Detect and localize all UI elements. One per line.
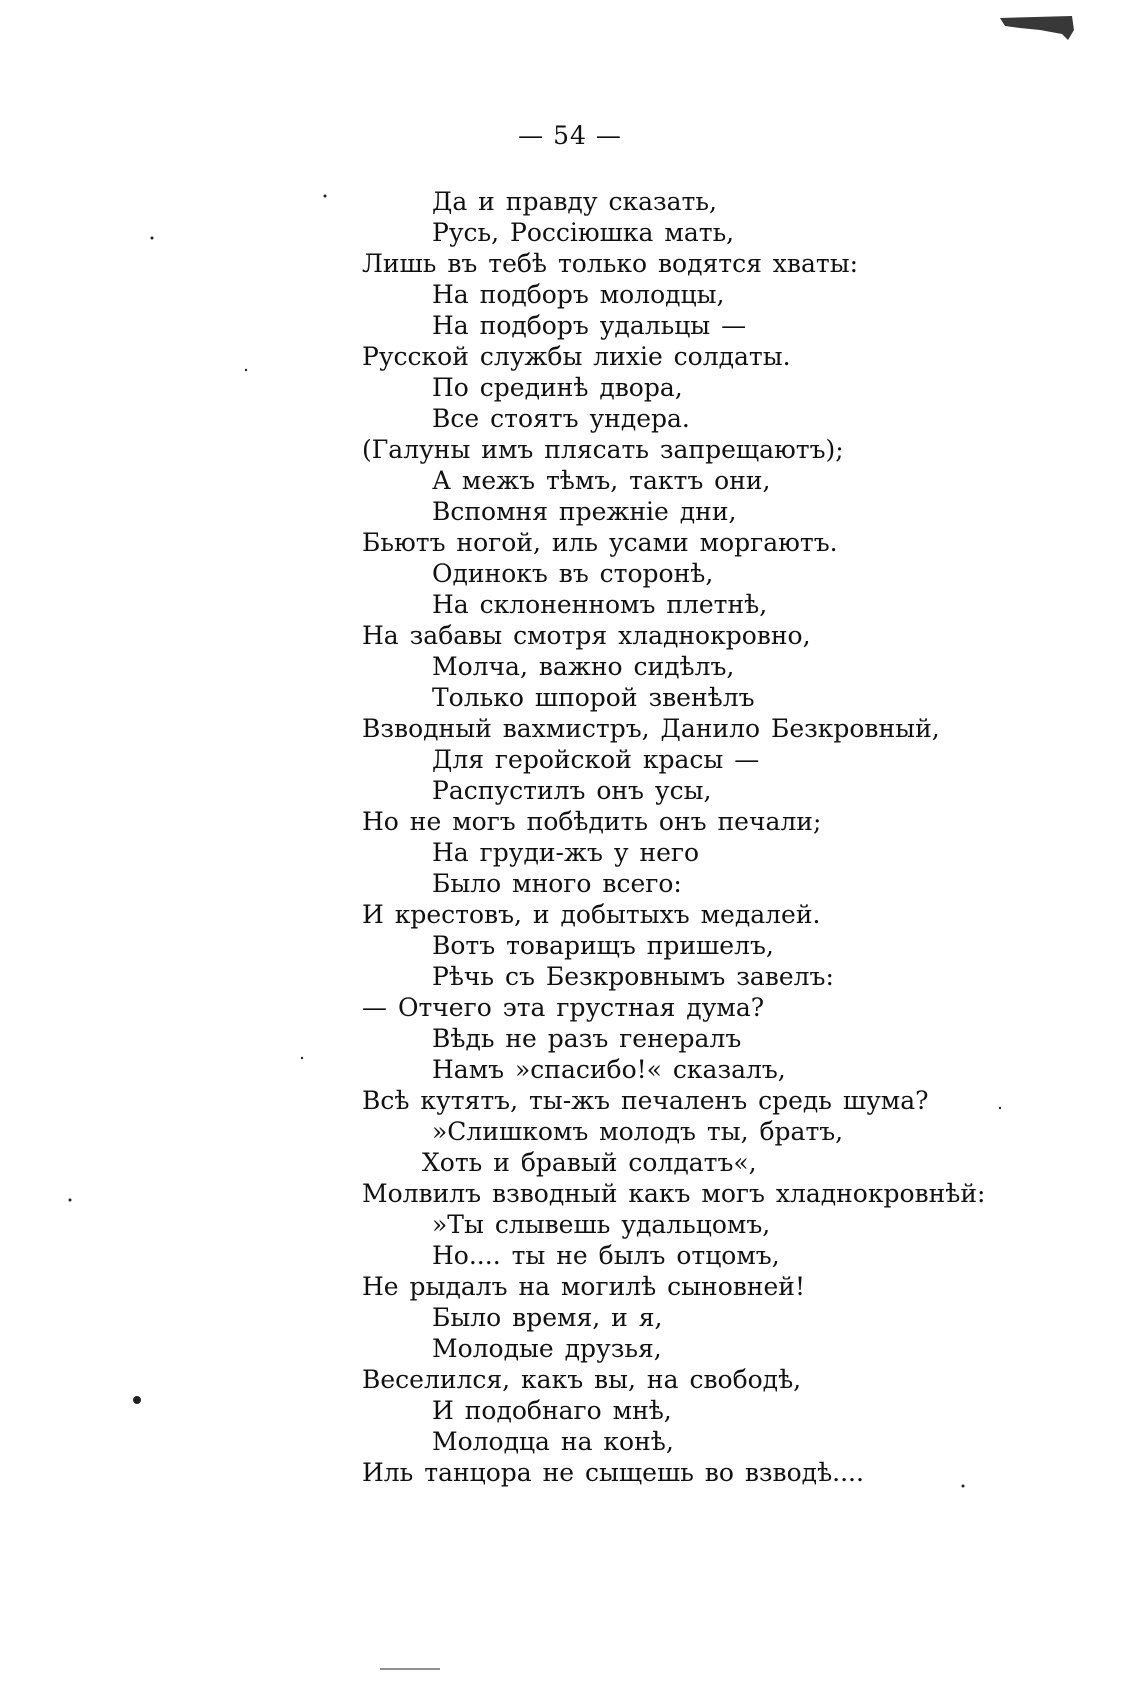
ink-speck xyxy=(69,1199,72,1202)
ink-speck xyxy=(301,1057,303,1059)
poem-line: Всѣ кутятъ, ты-жъ печаленъ средь шума? xyxy=(362,1086,929,1115)
poem-line: Рѣчь съ Безкровнымъ завелъ: xyxy=(432,962,834,991)
poem-line: Только шпорой звенѣлъ xyxy=(432,683,755,712)
poem-line: Для геройской красы — xyxy=(432,745,760,774)
poem-line: Веселился, какъ вы, на свободѣ, xyxy=(362,1365,802,1394)
poem-line: На груди-жъ у него xyxy=(432,838,700,867)
poem-line: На забавы смотря хладнокровно, xyxy=(362,621,811,650)
ink-speck xyxy=(133,1396,141,1404)
poem-line: Да и правду сказать, xyxy=(432,187,717,216)
poem-line: Молодца на конѣ, xyxy=(432,1427,674,1456)
poem-line: И подобнаго мнѣ, xyxy=(432,1396,672,1425)
poem-body xyxy=(362,186,985,1488)
page-number: — 54 — xyxy=(518,121,622,150)
poem-line: »Ты слывешь удальцомъ, xyxy=(432,1210,771,1239)
ink-speck xyxy=(324,195,327,198)
poem-line: Но.... ты не былъ отцомъ, xyxy=(432,1241,780,1270)
poem-line: Было много всего: xyxy=(432,869,682,898)
ink-speck xyxy=(999,1107,1001,1109)
poem-line: Русь, Россіюшка мать, xyxy=(432,218,735,247)
ink-speck xyxy=(245,369,247,371)
poem-line: Одинокъ въ сторонѣ, xyxy=(432,559,714,588)
poem-line: А межъ тѣмъ, тактъ они, xyxy=(432,466,771,495)
poem-line: На подборъ молодцы, xyxy=(432,280,725,309)
poem-line: Молвилъ взводный какъ могъ хладнокровнѣй: xyxy=(362,1179,986,1208)
poem-line: Было время, и я, xyxy=(432,1303,663,1332)
ink-speck xyxy=(380,1668,440,1670)
corner-ink-mark xyxy=(1000,16,1074,40)
poem-line: На подборъ удальцы — xyxy=(432,311,747,340)
poem-line: Вспомня прежніе дни, xyxy=(432,497,737,526)
poem-line: Молча, важно сидѣлъ, xyxy=(432,652,735,681)
poem-line: Намъ »спасибо!« сказалъ, xyxy=(432,1055,786,1084)
poem-line: — Отчего эта грустная дума? xyxy=(362,993,765,1022)
poem-line: И крестовъ, и добытыхъ медалей. xyxy=(362,900,821,929)
poem-line: Не рыдалъ на могилѣ сыновней! xyxy=(362,1272,806,1301)
poem-line: Все стоятъ ундера. xyxy=(432,404,690,433)
poem-line: Хоть и бравый солдатъ«, xyxy=(422,1148,757,1177)
poem-line: Но не могъ побѣдить онъ печали; xyxy=(362,807,822,836)
poem-line: По срединѣ двора, xyxy=(432,373,683,402)
poem-line: Взводный вахмистръ, Данило Безкровный, xyxy=(362,714,940,743)
poem-line: Лишь въ тебѣ только водятся хваты: xyxy=(362,249,859,278)
poem-line: Бьютъ ногой, иль усами моргаютъ. xyxy=(362,528,838,557)
poem-line: (Галуны имъ плясать запрещаютъ); xyxy=(362,435,844,464)
poem-line: Иль танцора не сыщешь во взводѣ.... xyxy=(362,1458,864,1487)
poem-line: Молодые друзья, xyxy=(432,1334,662,1363)
ink-speck xyxy=(151,237,154,240)
poem-line: Вотъ товарищъ пришелъ, xyxy=(432,931,774,960)
poem-line: Русской службы лихіе солдаты. xyxy=(362,342,791,371)
poem-line: Вѣдь не разъ генералъ xyxy=(432,1024,742,1053)
poem-line: Распустилъ онъ усы, xyxy=(432,776,712,805)
poem-line: На склоненномъ плетнѣ, xyxy=(432,590,768,619)
poem-line: »Слишкомъ молодъ ты, братъ, xyxy=(432,1117,844,1146)
